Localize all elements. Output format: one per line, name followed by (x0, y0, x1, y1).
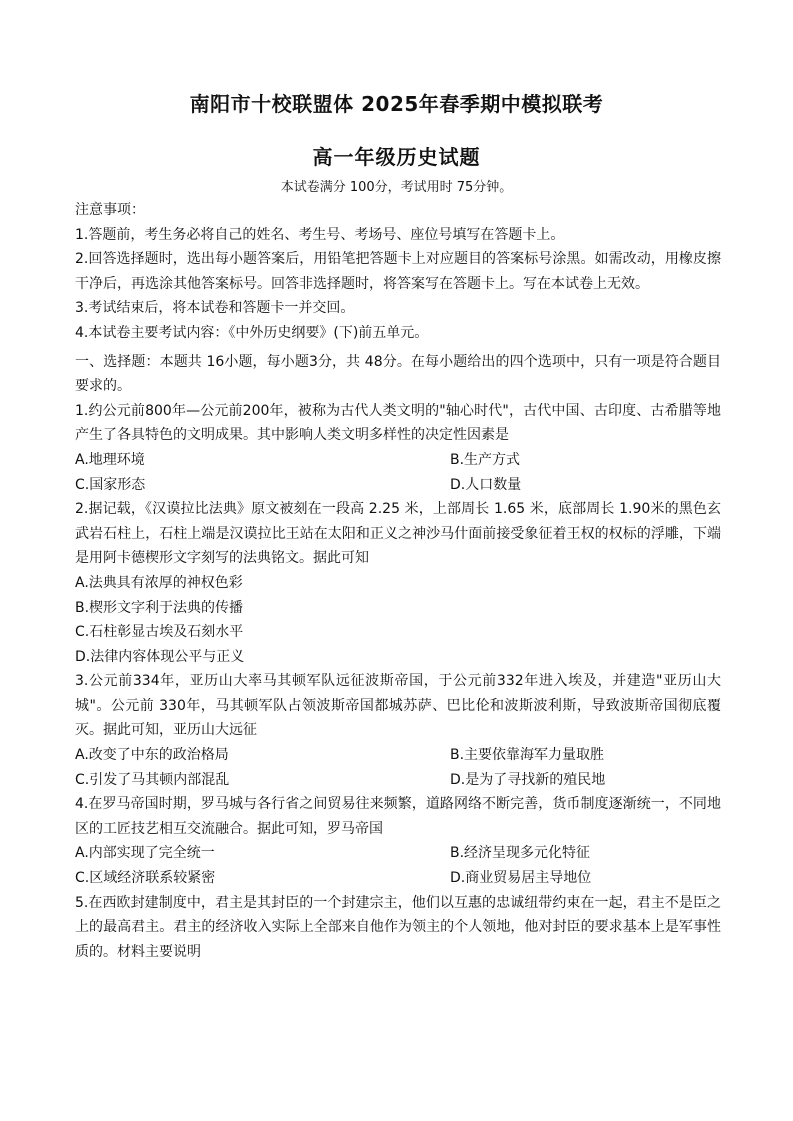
option-d: D.是为了寻找新的殖民地 (450, 771, 606, 788)
option-a: A.改变了中东的政治格局 (75, 747, 229, 764)
option-b: B.楔形文字利于法典的传播 (75, 599, 244, 616)
option-b: B.主要依靠海军力量取胜 (450, 747, 605, 764)
option-b: B.经济呈现多元化特征 (450, 845, 591, 862)
question-options (75, 841, 721, 890)
note-item: 4.本试卷主要考试内容：《中外历史纲要》(下)前五单元。 (75, 324, 429, 341)
option-d: D.人口数量 (450, 476, 522, 493)
option-d: D.商业贸易居主导地位 (450, 870, 592, 887)
question-stem: 3.公元前334年，亚历山大率马其顿军队远征波斯帝国，于公元前332年进入埃及，并建造"亚历山大城"。公元前 330年，马其顿军队占领波斯帝国都城苏萨、巴比伦和波斯波利斯，导致波斯帝国彻底覆灭。据此可知，亚历山大远征 (75, 673, 721, 739)
question-stem: 1.约公元前800年—公元前200年，被称为古代人类文明的"轴心时代"，古代中国、古印度、古希腊等地产生了各具特色的文明成果。其中影响人类文明多样性的决定性因素是 (75, 402, 721, 444)
exam-info: 本试卷满分 100分，考试用时 75分钟。 (280, 180, 513, 195)
exam-subtitle: 高一年级历史试题 (312, 145, 481, 169)
option-c: C.区域经济联系较紧密 (75, 870, 216, 887)
option-c: C.国家形态 (75, 476, 146, 493)
question-stem: 5.在西欧封建制度中，君主是其封臣的一个封建宗主，他们以互惠的忠诚纽带约束在一起，君主不是臣之上的最高君主。君主的经济收入实际上全部来自他作为领主的个人领地，他对封臣的要求基本上是军事性质的。材料主要说明 (75, 894, 721, 960)
question-stem: 4.在罗马帝国时期，罗马城与各行省之间贸易往来频繁，道路网络不断完善，货币制度逐渐统一，不同地区的工匠技艺相互交流融合。据此可知，罗马帝国 (75, 796, 721, 837)
option-d: D.法律内容体现公平与正义 (75, 648, 245, 665)
option-a: A.地理环境 (75, 451, 145, 468)
option-a: A.法典具有浓厚的神权色彩 (75, 574, 243, 591)
question-stem: 2.据记载，《汉谟拉比法典》原文被刻在一段高 2.25 米，上部周长 1.65 米，底部周长 1.90米的黑色玄武岩石柱上，石柱上端是汉谟拉比王站在太阳和正义之神沙马什面前接受象征着王权的权标的浮雕，下端是用阿卡德楔形文字刻写的法典铭文。据此可知 (75, 501, 721, 567)
note-item: 1.答题前，考生务必将自己的姓名、考生号、考场号、座位号填写在答题卡上。 (75, 226, 565, 243)
exam-title: 南阳市十校联盟体 2025年春季期中模拟联考 (189, 92, 604, 116)
option-c: C.引发了马其顿内部混乱 (75, 771, 230, 788)
notes-heading: 注意事项： (75, 202, 145, 218)
option-c: C.石柱彰显古埃及石刻水平 (75, 624, 244, 641)
exam-body (75, 198, 721, 964)
option-b: B.生产方式 (450, 451, 521, 468)
section-instruction: 一、选择题：本题共 16小题，每小题3分，共 48分。在每小题给出的四个选项中，只有一项是符合题目要求的。 (75, 353, 721, 395)
note-item: 3.考试结束后，将本试卷和答题卡一并交回。 (75, 300, 355, 317)
question-options (75, 448, 721, 497)
question-options (75, 743, 721, 792)
note-item: 2.回答选择题时，选出每小题答案后，用铅笔把答题卡上对应题目的答案标号涂黑。如需改动，用橡皮擦干净后，再选涂其他答案标号。回答非选择题时，将答案写在答题卡上。写在本试卷上无效。 (75, 251, 721, 292)
option-a: A.内部实现了完全统一 (75, 845, 215, 862)
